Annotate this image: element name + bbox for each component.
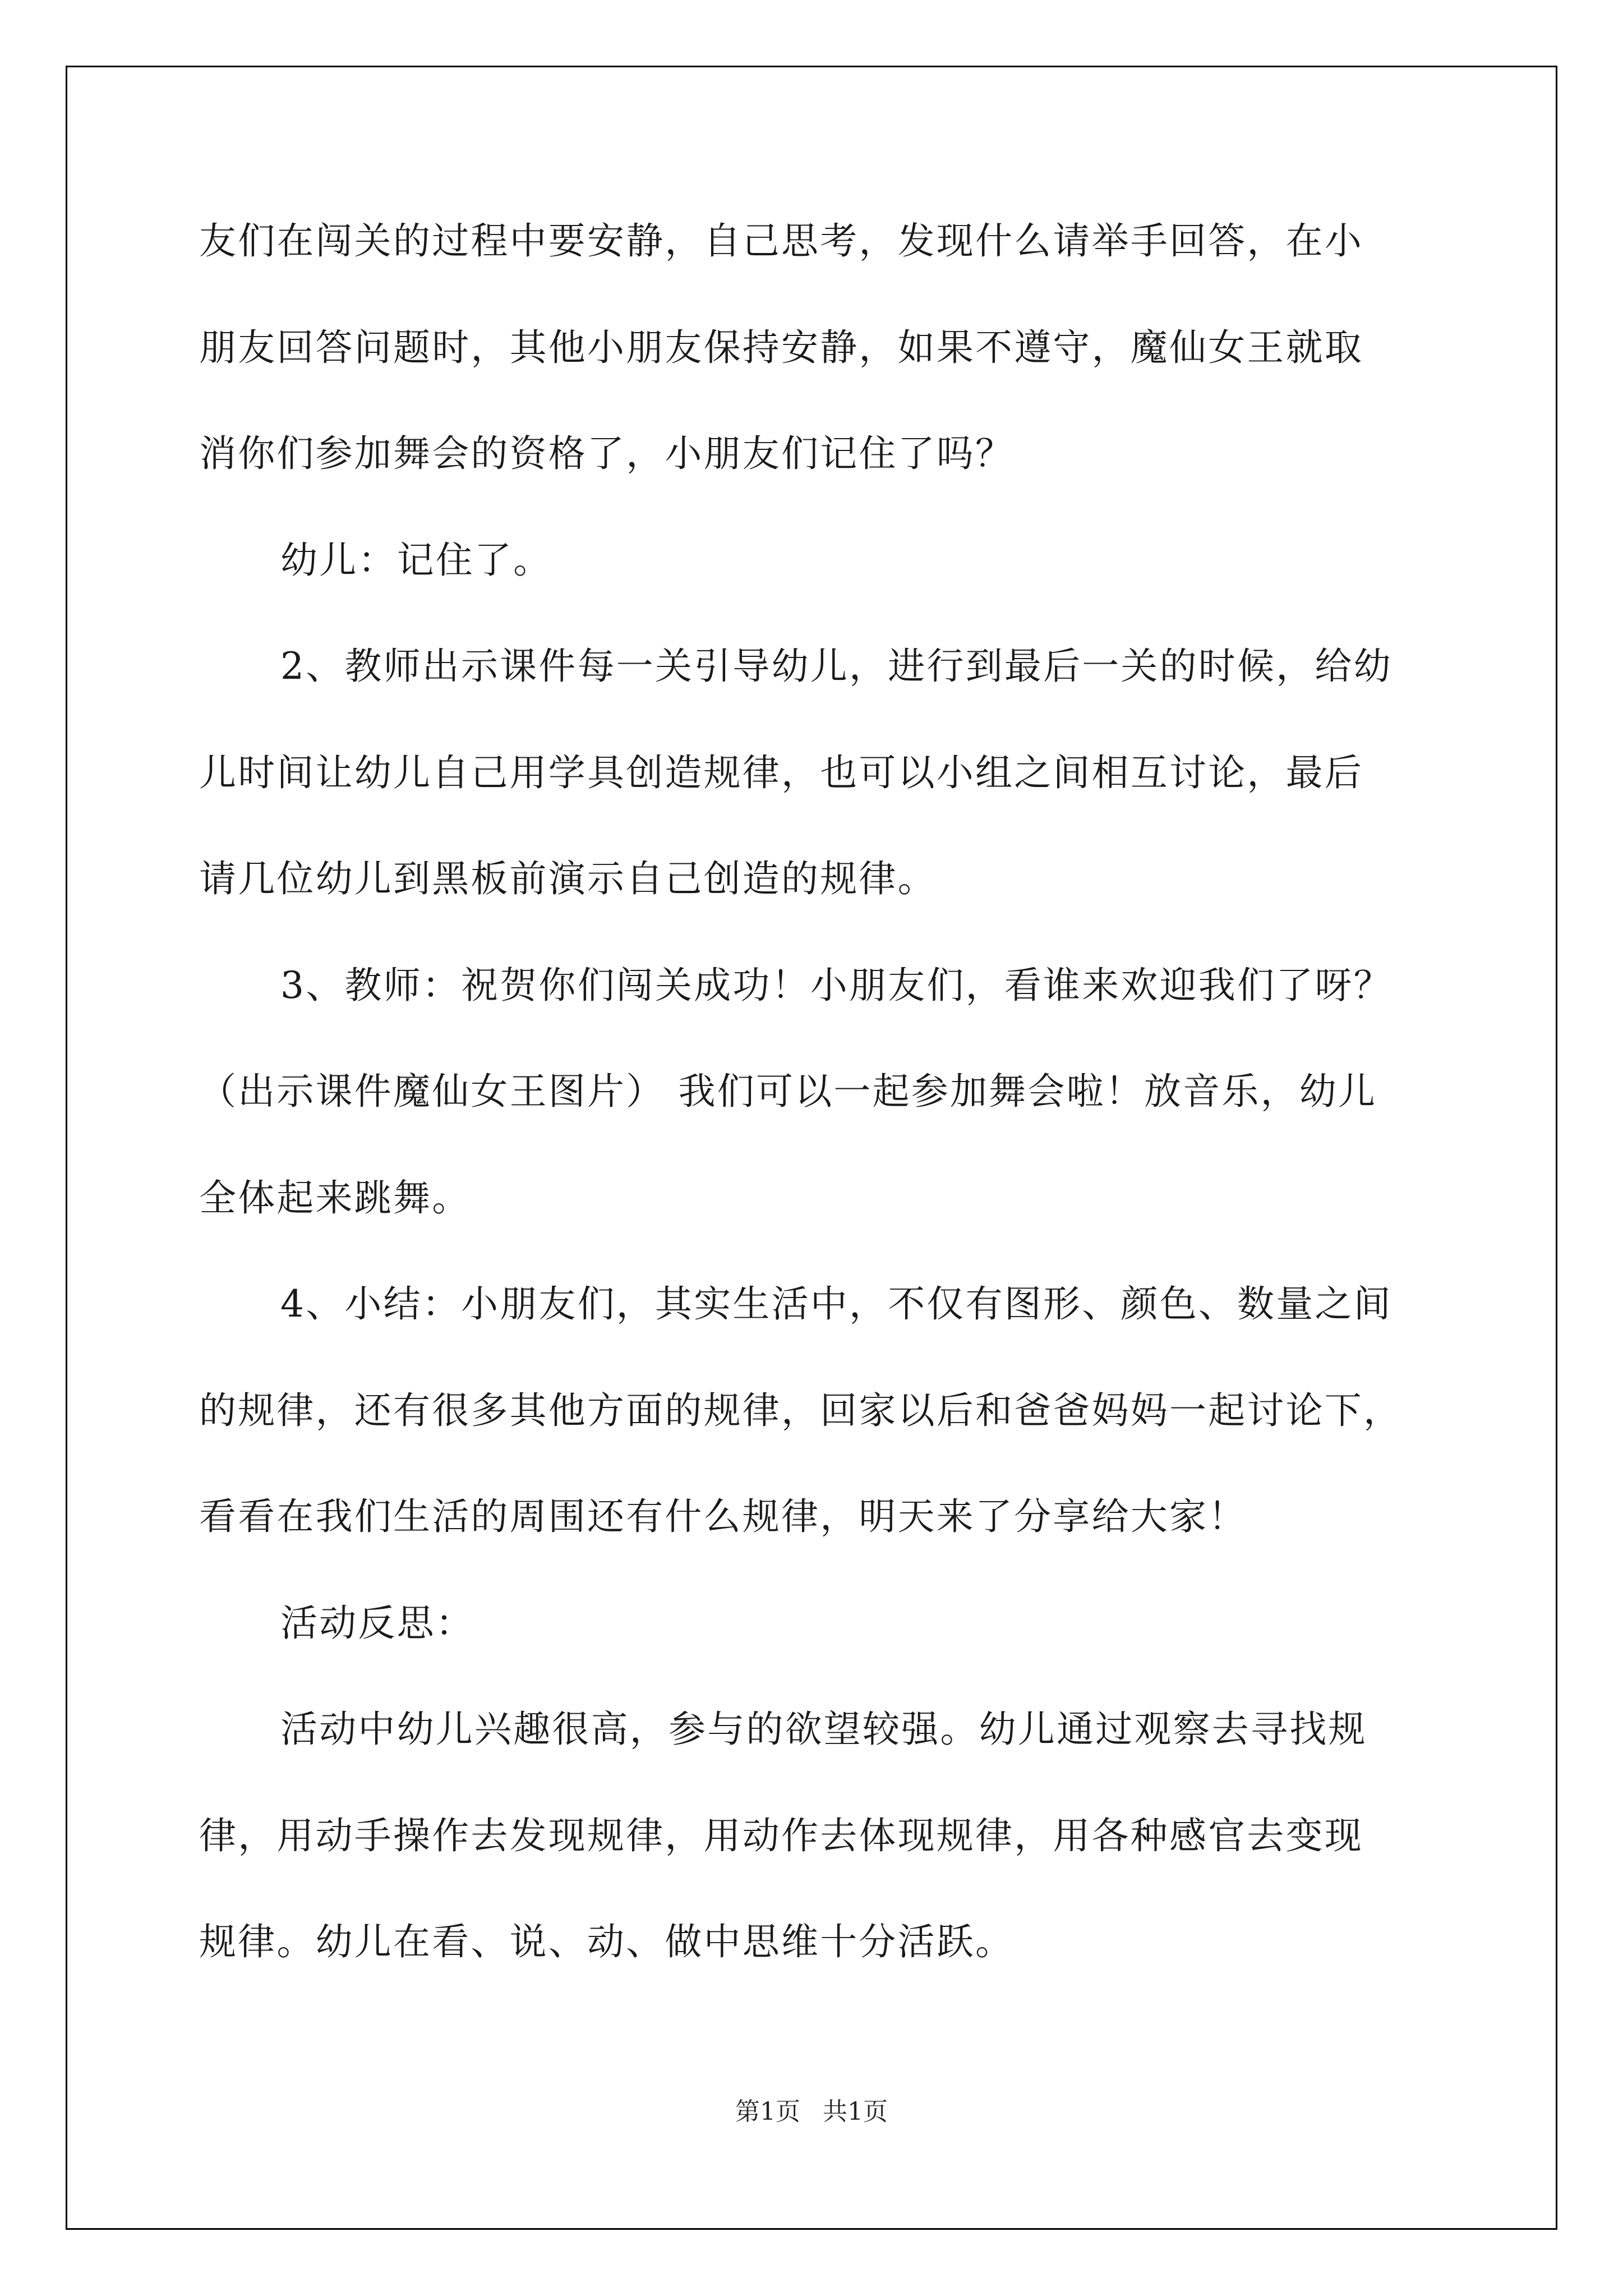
text-line: 全体起来跳舞。 — [199, 1176, 471, 1220]
text-line: （出示课件魔仙女王图片） 我们可以一起参加舞会啦！放音乐，幼儿 — [199, 1070, 1377, 1113]
text-line: 友们在闯关的过程中要安静，自己思考，发现什么请举手回答，在小 — [199, 219, 1363, 263]
text-line: 请几位幼儿到黑板前演示自己创造的规律。 — [199, 857, 937, 900]
text-line: 的规律，还有很多其他方面的规律，回家以后和爸爸妈妈一起讨论下， — [199, 1388, 1403, 1432]
text-line: 4、小结：小朋友们，其实生活中，不仅有图形、颜色、数量之间 — [280, 1282, 1393, 1326]
text-line: 2、教师出示课件每一关引导幼儿，进行到最后一关的时候，给幼 — [280, 645, 1393, 688]
text-line: 3、教师：祝贺你们闯关成功！小朋友们，看谁来欢迎我们了呀？ — [280, 963, 1393, 1007]
text-line: 规律。幼儿在看、说、动、做中思维十分活跃。 — [199, 1920, 1015, 1963]
text-line: 儿时间让幼儿自己用学具创造规律，也可以小组之间相互讨论，最后 — [199, 751, 1363, 794]
text-line: 消你们参加舞会的资格了，小朋友们记住了吗？ — [199, 432, 1015, 475]
page-footer — [0, 2098, 1623, 2126]
text-line: 幼儿：记住了。 — [280, 538, 552, 582]
text-line: 朋友回答问题时，其他小朋友保持安静，如果不遵守，魔仙女王就取 — [199, 325, 1363, 369]
text-line: 活动中幼儿兴趣很高，参与的欲望较强。幼儿通过观察去寻找规 — [280, 1708, 1367, 1751]
page-number-total: 共1页 — [823, 2097, 888, 2126]
page-number-current: 第1页 — [735, 2097, 800, 2126]
section-heading: 活动反思： — [280, 1601, 474, 1645]
text-line: 律，用动手操作去发现规律，用动作去体现规律，用各种感官去变现 — [199, 1814, 1363, 1857]
text-line: 看看在我们生活的周围还有什么规律，明天来了分享给大家！ — [199, 1495, 1247, 1538]
document-body — [199, 220, 1433, 2027]
